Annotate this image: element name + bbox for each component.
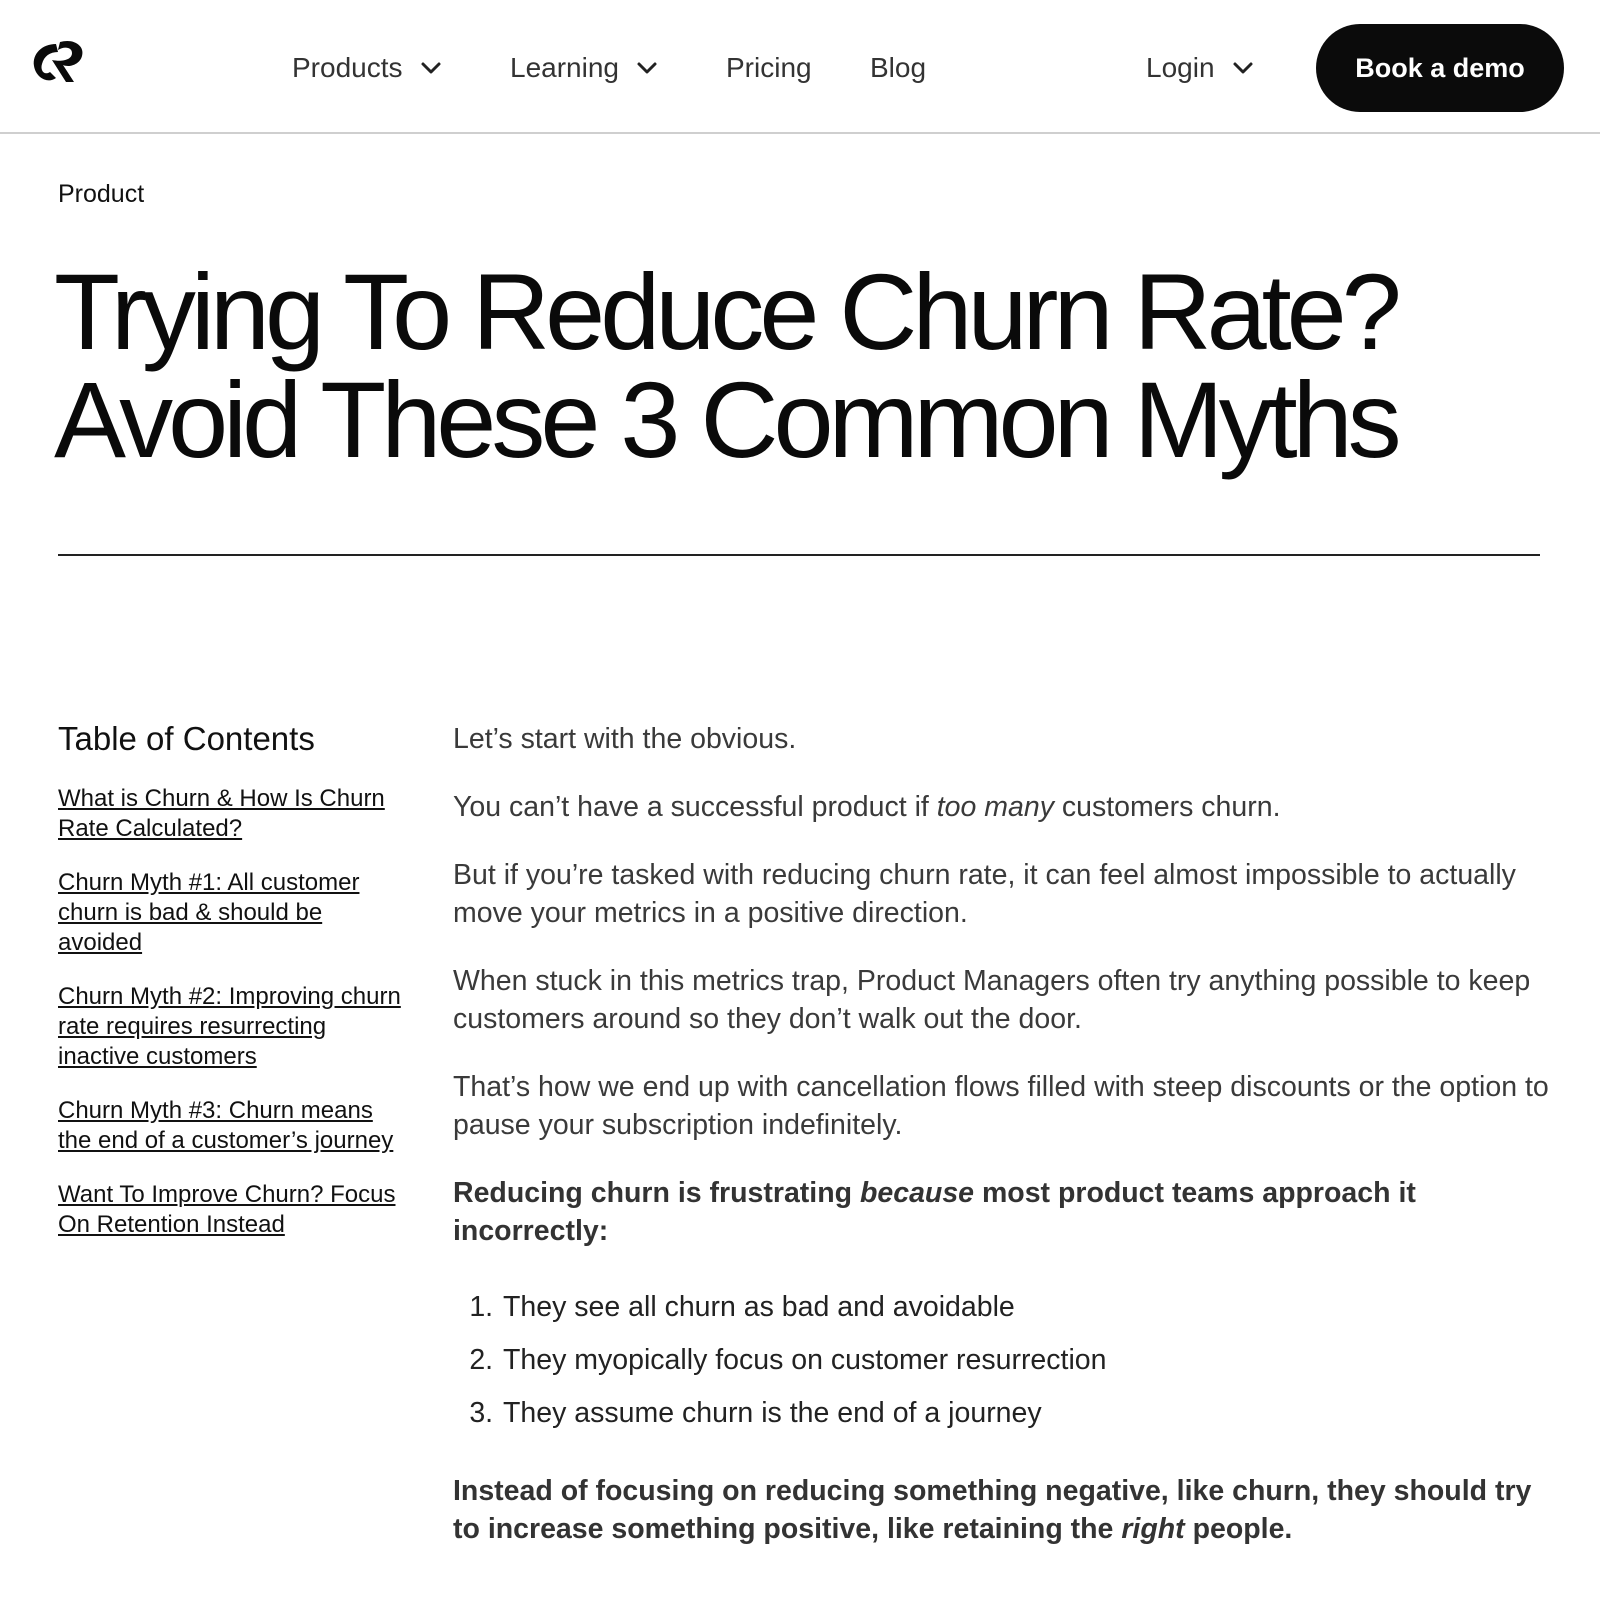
paragraph-2: [453, 788, 1553, 826]
nav-pricing[interactable]: Pricing: [726, 52, 812, 83]
p6-emphasis: because: [859, 1177, 975, 1209]
nav-login[interactable]: [1146, 44, 1257, 92]
toc-link-improve-churn[interactable]: Want To Improve Churn? Focus On Retention Instead: [58, 1181, 396, 1238]
toc-link-myth-2[interactable]: Churn Myth #2: Improving churn rate requires resurrecting inactive customers: [58, 983, 401, 1070]
list-item: 2. They myopically focus on customer resurrection: [501, 1341, 1553, 1379]
p6-text: Reducing churn is frustrating: [453, 1177, 860, 1209]
nav-products[interactable]: [292, 44, 445, 92]
paragraph-intro: Let’s start with the obvious.: [453, 723, 797, 755]
list-item: 1. They see all churn as bad and avoidable: [501, 1288, 1553, 1326]
toc-link-what-is-churn[interactable]: What is Churn & How Is Churn Rate Calculated?: [58, 785, 385, 842]
myths-list: [453, 1288, 1553, 1432]
paragraph-4: When stuck in this metrics trap, Product Managers often try anything possible to keep customers around so they don’t walk out the door.: [453, 965, 1531, 1035]
p7-text-end: people.: [1184, 1513, 1293, 1545]
section-divider: [58, 554, 1540, 556]
toc-link-myth-1[interactable]: Churn Myth #1: All customer churn is bad & should be avoided: [58, 869, 360, 956]
chevron-down-icon: [1229, 54, 1257, 82]
page-title: [54, 251, 1514, 480]
p6-text-end: most product teams approach it incorrectly:: [453, 1177, 1416, 1247]
book-demo-button[interactable]: Book a demo: [1316, 24, 1564, 112]
paragraph-7: [453, 1472, 1553, 1548]
chevron-down-icon: [633, 54, 661, 82]
title-line-1: Trying To Reduce Churn Rate?: [54, 251, 1397, 372]
chevron-down-icon: [417, 54, 445, 82]
title-line-2: Avoid These 3 Common Myths: [54, 359, 1397, 480]
paragraph-5: That’s how we end up with cancellation flows filled with steep discounts or the option to pause your subscription indefinitely.: [453, 1071, 1549, 1141]
p7-text: Instead of focusing on reducing something negative, like churn, they should try to increase something positive, like retaining the: [453, 1475, 1532, 1545]
p2-text: You can’t have a successful product if: [453, 791, 937, 823]
article-body: [453, 720, 1553, 1578]
nav-login-label: Login: [1146, 52, 1215, 83]
brand-logo-icon[interactable]: [30, 38, 86, 84]
toc-heading: Table of Contents: [58, 720, 315, 757]
paragraph-3: But if you’re tasked with reducing churn rate, it can feel almost impossible to actually move your metrics in a positive direction.: [453, 859, 1516, 929]
p2-emphasis: too many: [936, 791, 1054, 823]
table-of-contents: [58, 718, 408, 1264]
toc-link-myth-3[interactable]: Churn Myth #3: Churn means the end of a customer’s journey: [58, 1097, 394, 1154]
category-label[interactable]: Product: [58, 180, 145, 208]
nav-learning-label: Learning: [510, 52, 619, 83]
nav-learning[interactable]: [510, 44, 661, 92]
paragraph-6: [453, 1174, 1553, 1250]
p2-text-end: customers churn.: [1053, 791, 1281, 823]
site-header: [0, 0, 1600, 134]
list-item: 3. They assume churn is the end of a journey: [501, 1394, 1553, 1432]
nav-blog[interactable]: Blog: [870, 52, 927, 83]
p7-emphasis: right: [1121, 1513, 1185, 1545]
nav-products-label: Products: [292, 52, 403, 83]
